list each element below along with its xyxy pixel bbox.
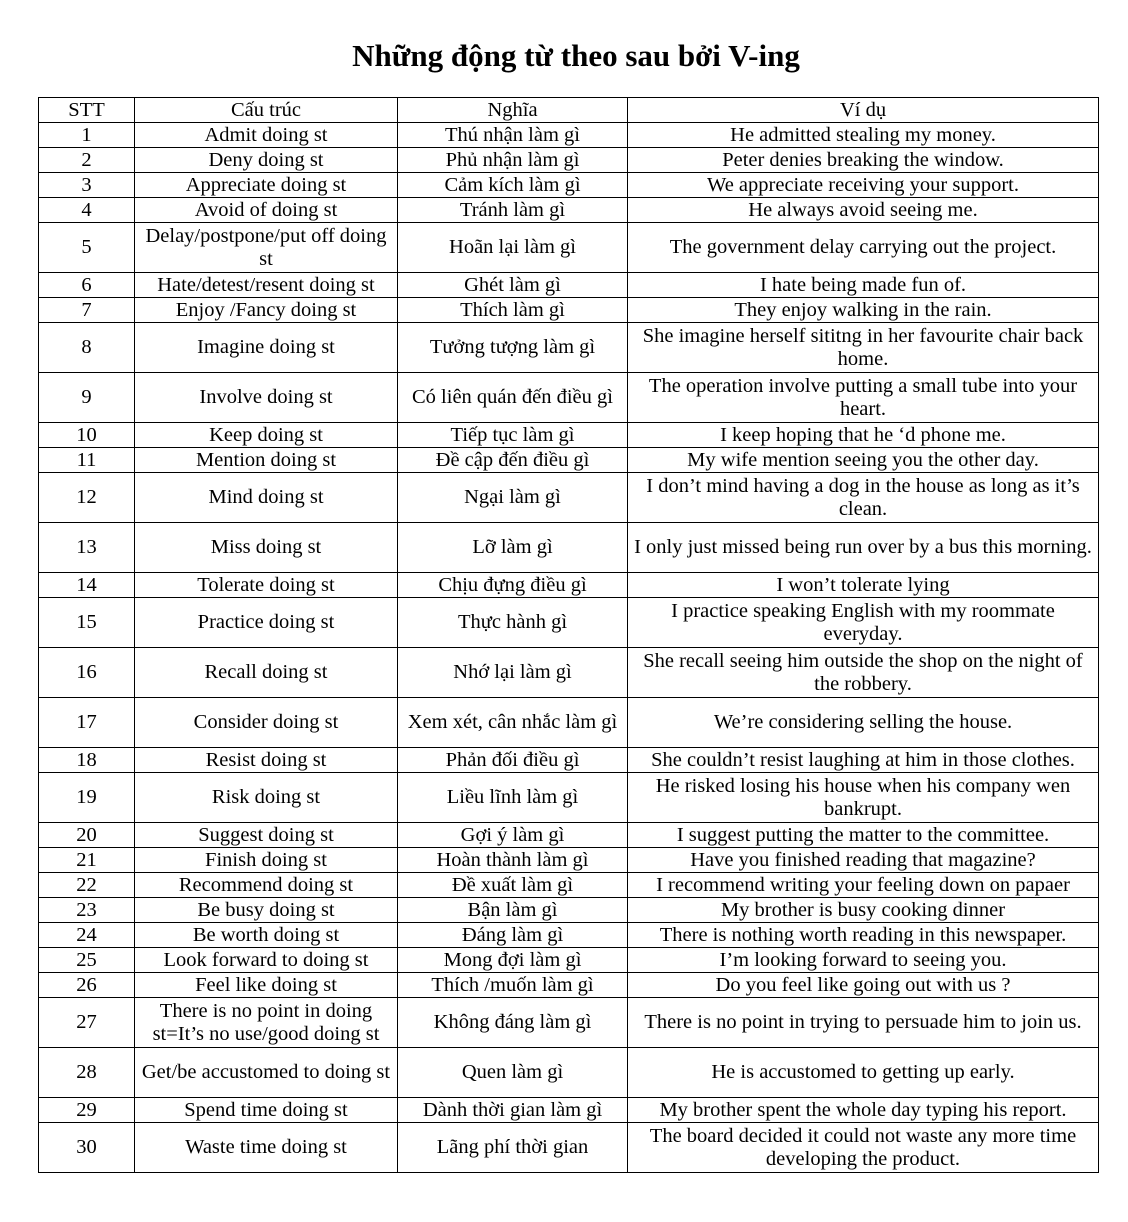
table-row: [39, 923, 1099, 948]
cell-structure: Suggest doing st: [135, 823, 398, 848]
cell-meaning: Lỡ làm gì: [398, 523, 628, 573]
cell-stt: 13: [39, 523, 135, 573]
table-row: [39, 598, 1099, 648]
cell-example: He risked losing his house when his company wen bankrupt.: [628, 773, 1099, 823]
cell-structure: Avoid of doing st: [135, 198, 398, 223]
cell-example: I won’t tolerate lying: [628, 573, 1099, 598]
table-row: [39, 273, 1099, 298]
cell-meaning: Tiếp tục làm gì: [398, 423, 628, 448]
cell-stt: 21: [39, 848, 135, 873]
table-row: [39, 648, 1099, 698]
cell-meaning: Xem xét, cân nhắc làm gì: [398, 698, 628, 748]
table-row: [39, 973, 1099, 998]
cell-meaning: Đề cập đến điều gì: [398, 448, 628, 473]
cell-stt: 29: [39, 1098, 135, 1123]
cell-meaning: Thực hành gì: [398, 598, 628, 648]
header-structure: Cấu trúc: [135, 98, 398, 123]
cell-example: I practice speaking English with my roommate everyday.: [628, 598, 1099, 648]
table-body: [39, 123, 1099, 1173]
table-row: [39, 298, 1099, 323]
cell-example: We’re considering selling the house.: [628, 698, 1099, 748]
table-row: [39, 698, 1099, 748]
cell-structure: Hate/detest/resent doing st: [135, 273, 398, 298]
cell-stt: 20: [39, 823, 135, 848]
cell-structure: Admit doing st: [135, 123, 398, 148]
table-row: [39, 473, 1099, 523]
cell-meaning: Thích /muốn làm gì: [398, 973, 628, 998]
cell-meaning: Tránh làm gì: [398, 198, 628, 223]
table-row: [39, 898, 1099, 923]
cell-stt: 5: [39, 223, 135, 273]
cell-meaning: Phủ nhận làm gì: [398, 148, 628, 173]
cell-stt: 3: [39, 173, 135, 198]
table-row: [39, 123, 1099, 148]
cell-example: I recommend writing your feeling down on papaer: [628, 873, 1099, 898]
cell-example: He admitted stealing my money.: [628, 123, 1099, 148]
cell-stt: 23: [39, 898, 135, 923]
cell-example: The board decided it could not waste any more time developing the product.: [628, 1123, 1099, 1173]
cell-stt: 7: [39, 298, 135, 323]
table-row: [39, 823, 1099, 848]
cell-stt: 2: [39, 148, 135, 173]
table-row: [39, 848, 1099, 873]
cell-structure: Delay/postpone/put off doing st: [135, 223, 398, 273]
cell-meaning: Đáng làm gì: [398, 923, 628, 948]
cell-meaning: Chịu đựng điều gì: [398, 573, 628, 598]
cell-example: We appreciate receiving your support.: [628, 173, 1099, 198]
cell-example: I hate being made fun of.: [628, 273, 1099, 298]
cell-structure: Spend time doing st: [135, 1098, 398, 1123]
cell-structure: There is no point in doing st=It’s no use/good doing st: [135, 998, 398, 1048]
page-title: Những động từ theo sau bởi V-ing: [352, 38, 800, 73]
cell-stt: 15: [39, 598, 135, 648]
cell-stt: 10: [39, 423, 135, 448]
cell-example: She couldn’t resist laughing at him in those clothes.: [628, 748, 1099, 773]
cell-stt: 9: [39, 373, 135, 423]
table-row: [39, 173, 1099, 198]
cell-example: There is nothing worth reading in this newspaper.: [628, 923, 1099, 948]
cell-example: The government delay carrying out the project.: [628, 223, 1099, 273]
table-row: [39, 948, 1099, 973]
cell-structure: Tolerate doing st: [135, 573, 398, 598]
cell-stt: 19: [39, 773, 135, 823]
cell-example: I keep hoping that he ‘d phone me.: [628, 423, 1099, 448]
cell-stt: 8: [39, 323, 135, 373]
table-row: [39, 748, 1099, 773]
cell-meaning: Tưởng tượng làm gì: [398, 323, 628, 373]
cell-stt: 16: [39, 648, 135, 698]
table-row: [39, 373, 1099, 423]
cell-example: He always avoid seeing me.: [628, 198, 1099, 223]
cell-meaning: Hoàn thành làm gì: [398, 848, 628, 873]
header-example: Ví dụ: [628, 98, 1099, 123]
cell-example: She imagine herself sititng in her favourite chair back home.: [628, 323, 1099, 373]
cell-meaning: Dành thời gian làm gì: [398, 1098, 628, 1123]
cell-structure: Consider doing st: [135, 698, 398, 748]
table-row: [39, 223, 1099, 273]
cell-structure: Feel like doing st: [135, 973, 398, 998]
cell-structure: Be busy doing st: [135, 898, 398, 923]
cell-meaning: Hoãn lại làm gì: [398, 223, 628, 273]
cell-meaning: Ghét làm gì: [398, 273, 628, 298]
table-row: [39, 573, 1099, 598]
cell-stt: 26: [39, 973, 135, 998]
cell-structure: Keep doing st: [135, 423, 398, 448]
cell-example: Do you feel like going out with us ?: [628, 973, 1099, 998]
cell-structure: Deny doing st: [135, 148, 398, 173]
cell-stt: 28: [39, 1048, 135, 1098]
cell-example: She recall seeing him outside the shop on the night of the robbery.: [628, 648, 1099, 698]
table-header-row: [39, 98, 1099, 123]
cell-example: My brother is busy cooking dinner: [628, 898, 1099, 923]
header-meaning: Nghĩa: [398, 98, 628, 123]
cell-structure: Recommend doing st: [135, 873, 398, 898]
cell-example: My brother spent the whole day typing his report.: [628, 1098, 1099, 1123]
cell-example: I suggest putting the matter to the committee.: [628, 823, 1099, 848]
cell-meaning: Mong đợi làm gì: [398, 948, 628, 973]
cell-stt: 18: [39, 748, 135, 773]
cell-example: He is accustomed to getting up early.: [628, 1048, 1099, 1098]
cell-structure: Finish doing st: [135, 848, 398, 873]
cell-stt: 27: [39, 998, 135, 1048]
cell-stt: 11: [39, 448, 135, 473]
cell-meaning: Gợi ý làm gì: [398, 823, 628, 848]
cell-stt: 4: [39, 198, 135, 223]
cell-structure: Mind doing st: [135, 473, 398, 523]
cell-structure: Mention doing st: [135, 448, 398, 473]
cell-example: The operation involve putting a small tube into your heart.: [628, 373, 1099, 423]
cell-structure: Resist doing st: [135, 748, 398, 773]
cell-stt: 24: [39, 923, 135, 948]
cell-structure: Involve doing st: [135, 373, 398, 423]
cell-structure: Miss doing st: [135, 523, 398, 573]
cell-example: I only just missed being run over by a bus this morning.: [628, 523, 1099, 573]
table-row: [39, 1098, 1099, 1123]
cell-meaning: Cảm kích làm gì: [398, 173, 628, 198]
table-row: [39, 523, 1099, 573]
cell-meaning: Lãng phí thời gian: [398, 1123, 628, 1173]
cell-structure: Enjoy /Fancy doing st: [135, 298, 398, 323]
cell-structure: Imagine doing st: [135, 323, 398, 373]
cell-meaning: Nhớ lại làm gì: [398, 648, 628, 698]
cell-meaning: Quen làm gì: [398, 1048, 628, 1098]
cell-meaning: Thú nhận làm gì: [398, 123, 628, 148]
table-row: [39, 448, 1099, 473]
cell-meaning: Có liên quán đến điều gì: [398, 373, 628, 423]
cell-stt: 25: [39, 948, 135, 973]
cell-stt: 14: [39, 573, 135, 598]
cell-example: Peter denies breaking the window.: [628, 148, 1099, 173]
cell-stt: 30: [39, 1123, 135, 1173]
cell-example: My wife mention seeing you the other day.: [628, 448, 1099, 473]
cell-meaning: Phản đối điều gì: [398, 748, 628, 773]
table-row: [39, 1048, 1099, 1098]
table-row: [39, 998, 1099, 1048]
cell-stt: 1: [39, 123, 135, 148]
cell-meaning: Bận làm gì: [398, 898, 628, 923]
cell-stt: 17: [39, 698, 135, 748]
header-stt: STT: [39, 98, 135, 123]
cell-example: I don’t mind having a dog in the house as long as it’s clean.: [628, 473, 1099, 523]
cell-structure: Get/be accustomed to doing st: [135, 1048, 398, 1098]
cell-structure: Be worth doing st: [135, 923, 398, 948]
table-row: [39, 1123, 1099, 1173]
cell-meaning: Thích làm gì: [398, 298, 628, 323]
cell-structure: Look forward to doing st: [135, 948, 398, 973]
cell-structure: Practice doing st: [135, 598, 398, 648]
cell-meaning: Đề xuất làm gì: [398, 873, 628, 898]
cell-example: I’m looking forward to seeing you.: [628, 948, 1099, 973]
table-row: [39, 198, 1099, 223]
verb-ing-table: [38, 97, 1099, 1173]
cell-meaning: Ngại làm gì: [398, 473, 628, 523]
cell-structure: Risk doing st: [135, 773, 398, 823]
table-row: [39, 423, 1099, 448]
table-row: [39, 773, 1099, 823]
cell-example: Have you finished reading that magazine?: [628, 848, 1099, 873]
cell-structure: Recall doing st: [135, 648, 398, 698]
cell-stt: 6: [39, 273, 135, 298]
cell-structure: Appreciate doing st: [135, 173, 398, 198]
table-row: [39, 873, 1099, 898]
cell-stt: 12: [39, 473, 135, 523]
cell-stt: 22: [39, 873, 135, 898]
cell-meaning: Liều lĩnh làm gì: [398, 773, 628, 823]
table-row: [39, 148, 1099, 173]
table-row: [39, 323, 1099, 373]
cell-meaning: Không đáng làm gì: [398, 998, 628, 1048]
cell-structure: Waste time doing st: [135, 1123, 398, 1173]
cell-example: They enjoy walking in the rain.: [628, 298, 1099, 323]
cell-example: There is no point in trying to persuade him to join us.: [628, 998, 1099, 1048]
